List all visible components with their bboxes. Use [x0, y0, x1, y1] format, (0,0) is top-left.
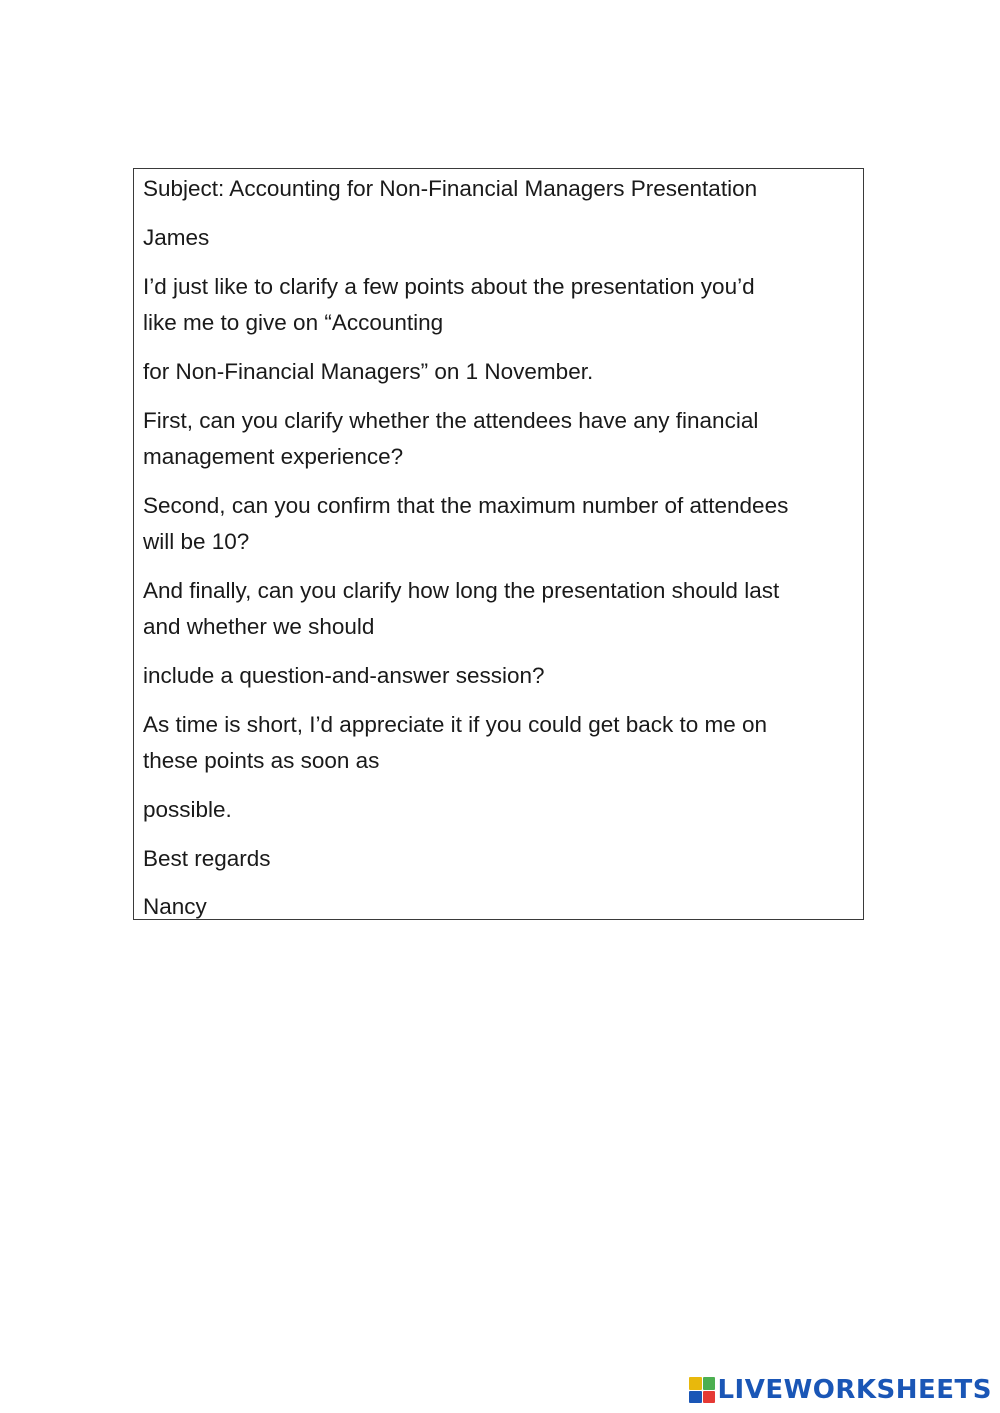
email-subject: Subject: Accounting for Non-Financial Managers Presentation	[143, 176, 758, 201]
email-paragraph-finally	[143, 573, 854, 645]
email-line: like me to give on “Accounting	[143, 310, 444, 335]
email-greeting: James	[143, 225, 210, 250]
email-line: management experience?	[143, 444, 404, 469]
email-signoff: Best regards	[143, 846, 271, 871]
email-line: I’d just like to clarify a few points about the presentation you’d	[143, 274, 755, 299]
email-paragraph-closing	[143, 707, 854, 779]
email-line: for Non-Financial Managers” on 1 November.	[143, 359, 594, 384]
email-line: possible.	[143, 797, 232, 822]
email-paragraph-first	[143, 403, 854, 475]
email-paragraph-intro	[143, 269, 854, 341]
email-line: these points as soon as	[143, 748, 380, 773]
email-line: will be 10?	[143, 529, 250, 554]
liveworksheets-logo-icon	[689, 1377, 715, 1403]
email-line: and whether we should	[143, 614, 375, 639]
email-line: include a question-and-answer session?	[143, 663, 545, 688]
logo-square-green	[703, 1377, 716, 1390]
email-signature: Nancy	[143, 894, 207, 919]
logo-square-yellow	[689, 1377, 702, 1390]
email-text-box	[133, 168, 864, 920]
email-line: First, can you clarify whether the attendees have any financial	[143, 408, 759, 433]
logo-square-red	[703, 1391, 716, 1404]
email-line: And finally, can you clarify how long the presentation should last	[143, 578, 780, 603]
email-line: As time is short, I’d appreciate it if you could get back to me on	[143, 712, 768, 737]
email-line: Second, can you confirm that the maximum number of attendees	[143, 493, 789, 518]
logo-square-blue	[689, 1391, 702, 1404]
liveworksheets-branding	[689, 1373, 992, 1407]
email-paragraph-second	[143, 488, 854, 560]
liveworksheets-wordmark: LIVEWORKSHEETS	[717, 1375, 992, 1405]
